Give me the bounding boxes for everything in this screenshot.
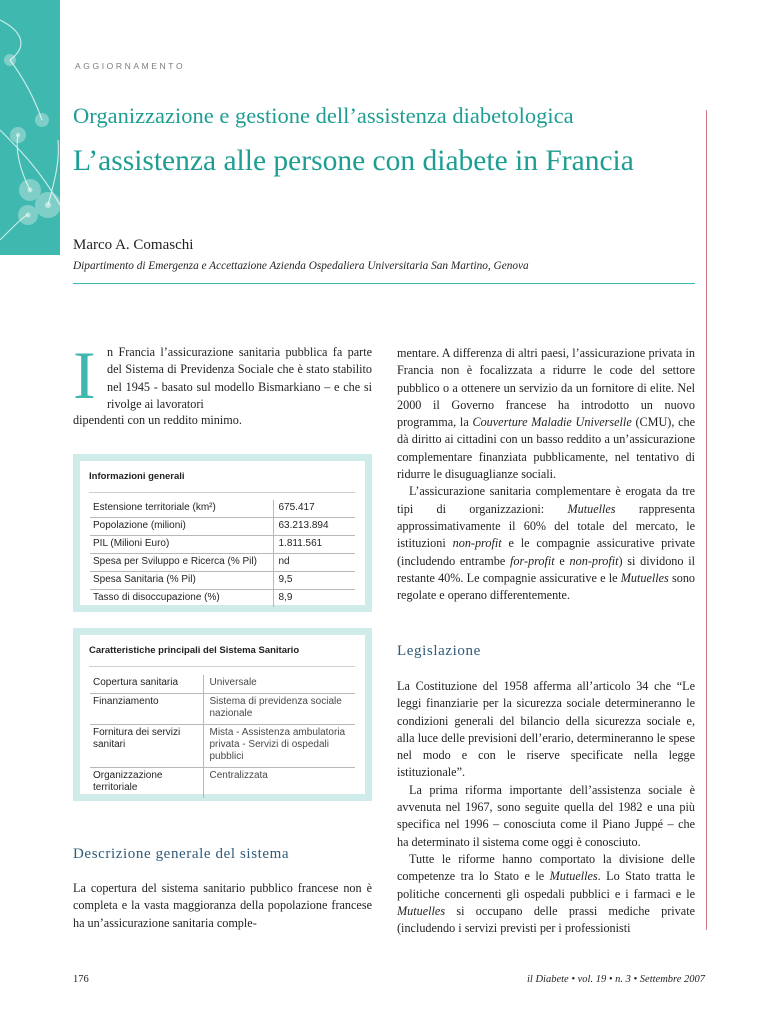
intro-paragraph-end: dipendenti con un reddito minimo. xyxy=(73,413,242,427)
row-label: Tasso di disoccupazione (%) xyxy=(93,592,220,603)
flower-ornament-icon xyxy=(0,0,60,255)
paragraph-cmu: mentare. A differenza di altri paesi, l’assicurazione privata in Francia non è focalizzata a ridurre le code del settore pubblico o a ottenere un servizio da un fornitore di elite. Nel 2000 il Governo francese ha introdotto un nuovo programma, la Couverture Maladie Universelle (CMU), che dà diritto ai cittadini con un basso reddito a un’assicurazione complementare finanziata pubblicamente, nel tentativo di ridurre le disuguaglianze sociali. xyxy=(397,346,695,482)
row-value: 9,5 xyxy=(273,572,355,590)
row-label: Copertura sanitaria xyxy=(90,675,203,694)
row-label: Fornitura dei servizi sanitari xyxy=(90,725,203,768)
page-number: 176 xyxy=(73,974,89,985)
table-row xyxy=(90,518,355,536)
right-column-top xyxy=(397,345,695,604)
table-row xyxy=(90,572,355,590)
row-label: Spesa Sanitaria (% Pil) xyxy=(90,572,273,590)
drop-cap: I xyxy=(73,337,96,413)
row-label: Estensione territoriale (km²) xyxy=(90,500,273,518)
paragraph-competences: Tutte le riforme hanno comportato la divisione delle competenze tra lo Stato e le Mutuelles. Lo Stato tratta le politiche concernenti gli ospedali pubblici e i farmaci e le Mutuelles si occupano delle prassi mediche private (includendo i servizi previsti per i professionisti xyxy=(397,851,695,936)
table-row xyxy=(90,590,355,608)
row-value: nd xyxy=(273,554,355,572)
overview-paragraph: La copertura del sistema sanitario pubblico francese non è completa e la vasta maggioranza della popolazione francese ha un’assicurazione sanitaria comple- xyxy=(73,881,372,930)
section-heading-legislation: Legislazione xyxy=(397,643,481,659)
article-title: L’assistenza alle persone con diabete in Francia xyxy=(73,145,634,177)
row-value: Mista - Assistenza ambulatoria privata - Servizi di ospedali pubblici xyxy=(203,725,355,768)
row-value: 1.811.561 xyxy=(273,536,355,554)
table-row xyxy=(90,500,355,518)
row-value: 63.213.894 xyxy=(273,518,355,536)
table-row xyxy=(90,768,355,799)
section-heading-overview: Descrizione generale del sistema xyxy=(73,846,290,862)
journal-citation: il Diabete • vol. 19 • n. 3 • Settembre 2007 xyxy=(527,974,706,985)
article-subtitle: Organizzazione e gestione dell’assistenza diabetologica xyxy=(73,103,574,128)
health-system-table xyxy=(90,675,355,798)
paragraph-constitution: La Costituzione del 1958 afferma all’articolo 34 che “Le leggi finanziarie per la sicurezza sociale determineranno le condizioni generali del bilancio della sicurezza sociale e, alla luce delle previsioni dell’erario, determineranno le spese nel modo e con le riserve specificate nella legge istituzionale”. xyxy=(397,679,695,780)
row-value: 8,9 xyxy=(273,590,355,608)
table-row xyxy=(90,675,355,694)
author-affiliation: Dipartimento di Emergenza e Accettazione Azienda Ospedaliera Universitaria San Martino, Genova xyxy=(73,260,529,272)
right-margin-rule xyxy=(706,110,707,930)
author-name: Marco A. Comaschi xyxy=(73,237,194,253)
row-value: 675.417 xyxy=(273,500,355,518)
general-info-box xyxy=(73,454,372,612)
right-column-bottom xyxy=(397,678,695,937)
row-label: Popolazione (milioni) xyxy=(90,518,273,536)
table-row xyxy=(90,725,355,768)
row-label: PIL (Milioni Euro) xyxy=(90,536,273,554)
section-kicker: AGGIORNAMENTO xyxy=(75,61,186,71)
general-info-title: Informazioni generali xyxy=(89,468,355,493)
row-label: Spesa per Sviluppo e Ricerca (% Pil) xyxy=(90,554,273,572)
row-label: Organizzazione territoriale xyxy=(93,770,163,793)
header-divider xyxy=(73,283,695,284)
general-info-table xyxy=(90,500,355,607)
row-label: Finanziamento xyxy=(90,694,203,725)
row-value: Centralizzata xyxy=(203,768,355,799)
paragraph-complementary: L’assicurazione sanitaria complementare è erogata da tre tipi di organizzazioni: Mutuelles rappresenta approssimativamente il 60% del totale del mercato, le istituzioni non-profit e le compagnie assicurative private (includendo entrambe for-profit e non-profit) si dividono il restante 40%. Le compagnie assicurative e le Mutuelles sono regolate e operano differentemente. xyxy=(397,484,696,603)
intro-paragraph: n Francia l’assicurazione sanitaria pubblica fa parte del Sistema di Previdenza Sociale che è stato stabilito nel 1945 - basato sul modello Bismarkiano – e che si rivolge ai lavoratori xyxy=(107,345,372,411)
health-system-title: Caratteristiche principali del Sistema Sanitario xyxy=(89,642,355,667)
table-row xyxy=(90,694,355,725)
row-value: Sistema di previdenza sociale nazionale xyxy=(203,694,355,725)
table-row xyxy=(90,536,355,554)
decorative-corner-band xyxy=(0,0,60,255)
paragraph-reforms: La prima riforma importante dell’assistenza sociale è avvenuta nel 1967, sono seguite quella del 1982 e una più specifica nel 1996 – conosciuta come il Piano Juppé – che ha determinato il sistema come oggi è conosciuto. xyxy=(397,782,695,849)
health-system-box xyxy=(73,628,372,801)
row-value: Universale xyxy=(203,675,355,694)
table-row xyxy=(90,554,355,572)
